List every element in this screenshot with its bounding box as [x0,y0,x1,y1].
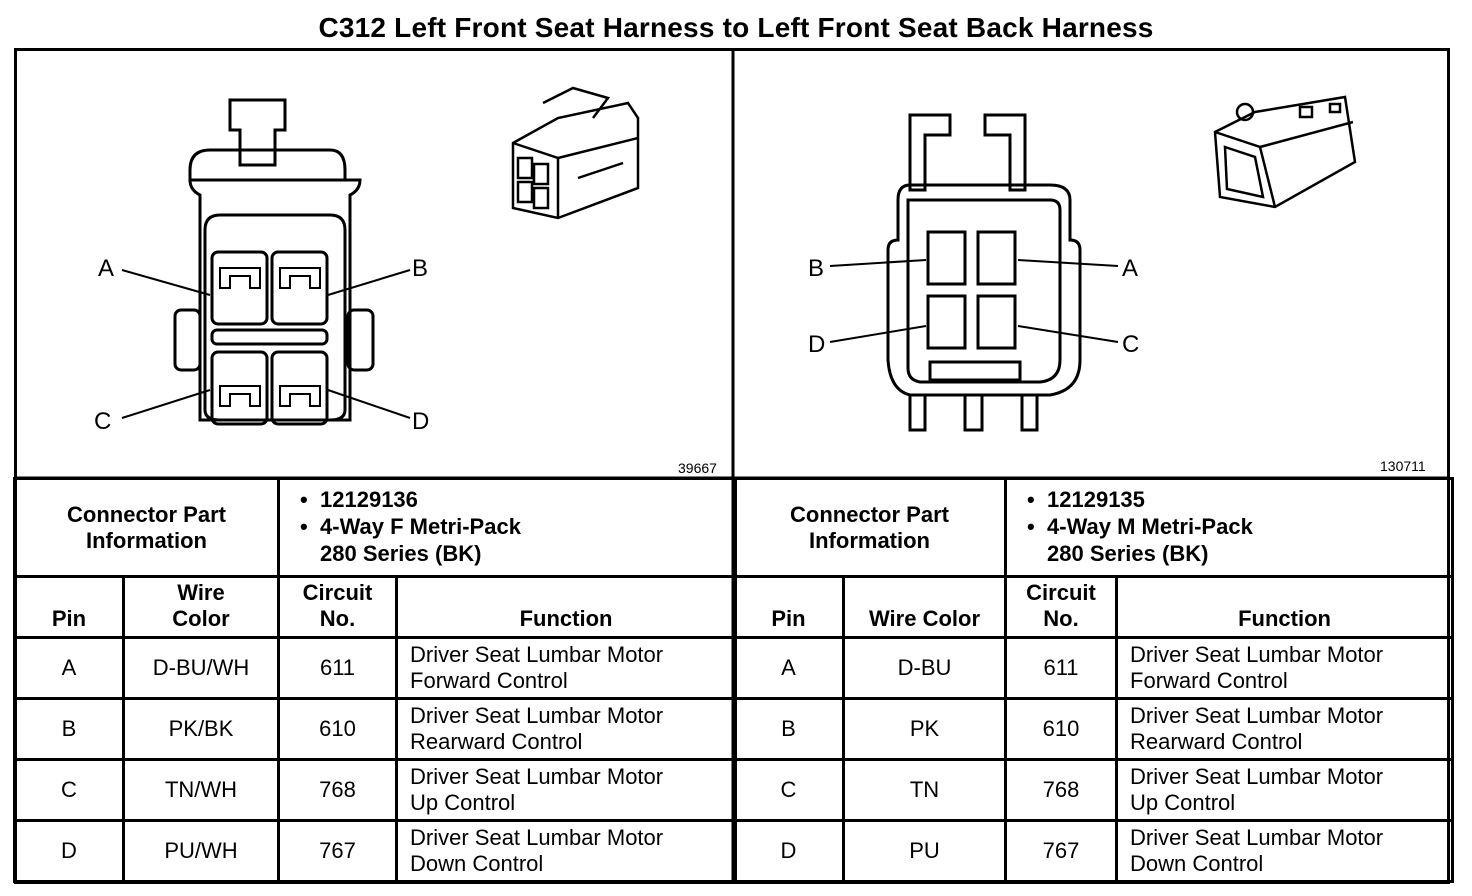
pin-cell: A [734,638,844,699]
table-row [15,821,736,882]
connector-part-info-values: • 12129136 • 4-Way F Metri-Pack 280 Series (BK) [279,479,736,577]
table-row [15,699,736,760]
right-connector-face-view [800,100,1160,440]
table-header-row [734,577,1453,638]
wire-color-cell: D-BU [844,638,1006,699]
part-number: 12129136 [320,487,418,512]
wire-color-cell: PK/BK [124,699,279,760]
part-description-1: 4-Way F Metri-Pack [320,514,521,539]
circuit-cell: 611 [279,638,397,699]
function-cell: Driver Seat Lumbar Motor Rearward Control [1117,699,1453,760]
page-title: C312 Left Front Seat Harness to Left Front Seat Back Harness [318,12,1154,43]
circuit-cell: 610 [279,699,397,760]
wire-color-cell: PK [844,699,1006,760]
connector-part-info-label: Connector Part Information [15,479,279,577]
pin-label-c-right: C [1122,331,1140,358]
pin-cell: D [15,821,124,882]
right-connector-iso-illustration [1205,92,1365,222]
header-circuit-no: Circuit No. [279,577,397,638]
wire-color-cell: D-BU/WH [124,638,279,699]
function-cell: Driver Seat Lumbar Motor Forward Control [1117,638,1453,699]
table-row [15,760,736,821]
pin-label-d: D [412,408,430,435]
function-cell: Driver Seat Lumbar Motor Forward Control [397,638,736,699]
wire-color-cell: TN/WH [124,760,279,821]
table-row [734,699,1453,760]
circuit-cell: 768 [279,760,397,821]
circuit-cell: 767 [279,821,397,882]
connector-part-info-values: • 12129135 • 4-Way M Metri-Pack 280 Series (BK) [1006,479,1453,577]
pin-label-c: C [94,408,112,435]
part-number: 12129135 [1047,487,1145,512]
left-connector-iso-illustration [498,78,648,228]
pin-cell: C [734,760,844,821]
pin-cell: A [15,638,124,699]
function-cell: Driver Seat Lumbar Motor Up Control [397,760,736,821]
wire-color-cell: PU/WH [124,821,279,882]
table-row [734,638,1453,699]
header-circuit-no: Circuit No. [1006,577,1117,638]
function-cell: Driver Seat Lumbar Motor Rearward Control [397,699,736,760]
function-cell: Driver Seat Lumbar Motor Down Control [1117,821,1453,882]
connector-part-info-label: Connector Part Information [734,479,1006,577]
left-connector-info-row [15,479,736,577]
right-pinout-table [732,477,1454,883]
circuit-cell: 611 [1006,638,1117,699]
table-header-row [15,577,736,638]
circuit-cell: 768 [1006,760,1117,821]
function-cell: Driver Seat Lumbar Motor Down Control [397,821,736,882]
circuit-cell: 610 [1006,699,1117,760]
header-function: Function [1117,577,1453,638]
table-row [734,760,1453,821]
circuit-cell: 767 [1006,821,1117,882]
header-function: Function [397,577,736,638]
header-pin: Pin [734,577,844,638]
wire-color-cell: PU [844,821,1006,882]
function-cell: Driver Seat Lumbar Motor Up Control [1117,760,1453,821]
pin-label-a: A [98,255,115,282]
part-description-1: 4-Way M Metri-Pack [1047,514,1253,539]
right-figure-id: 130711 [1380,458,1426,474]
part-description-2: 280 Series (BK) [320,541,482,566]
pin-cell: B [15,699,124,760]
pin-label-a-right: A [1122,255,1139,282]
pin-cell: B [734,699,844,760]
pin-label-b: B [412,255,429,282]
part-description-2: 280 Series (BK) [1047,541,1209,566]
pin-label-d-right: D [808,331,826,358]
pin-label-b-right: B [808,255,825,282]
table-row [15,638,736,699]
header-wire-color: Wire Color [124,577,279,638]
pin-cell: D [734,821,844,882]
header-pin: Pin [15,577,124,638]
wire-color-cell: TN [844,760,1006,821]
pin-cell: C [15,760,124,821]
right-connector-info-row [734,479,1453,577]
table-row [734,821,1453,882]
header-wire-color: Wire Color [844,577,1006,638]
left-figure-id: 39667 [678,460,717,476]
left-pinout-table [13,477,737,883]
